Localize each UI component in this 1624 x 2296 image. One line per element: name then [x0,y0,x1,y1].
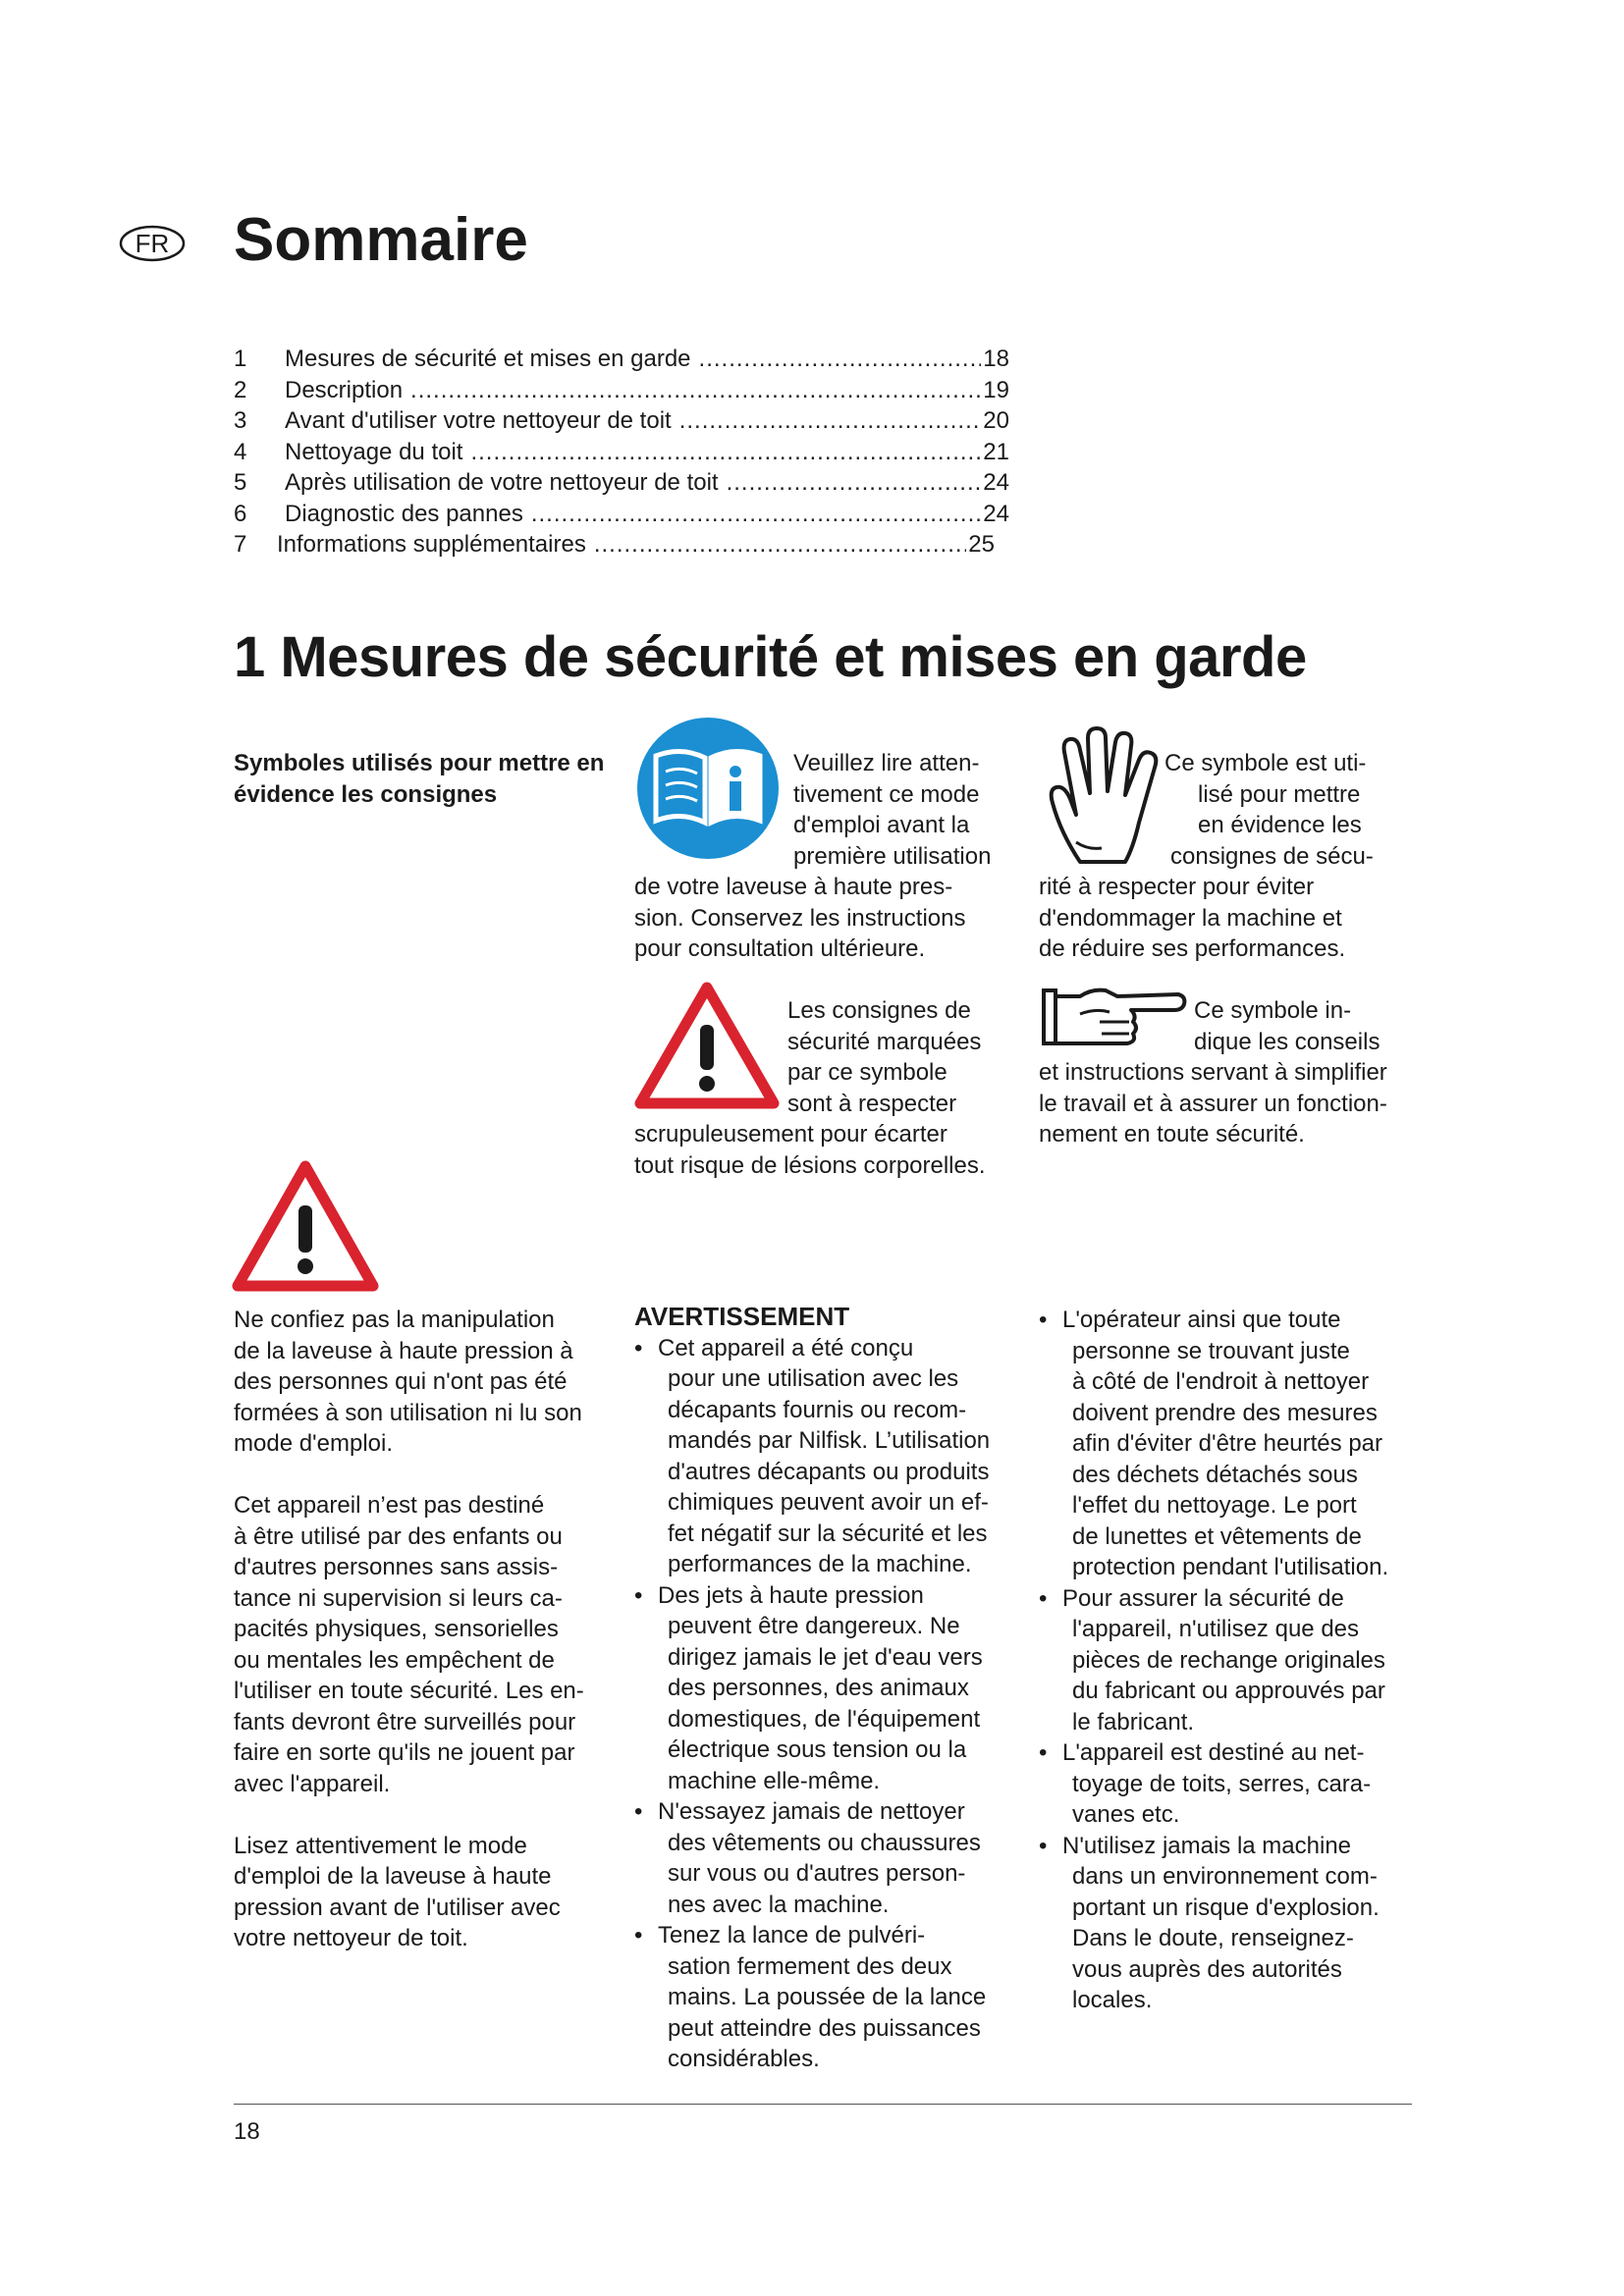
hand-text-below [1039,872,1345,965]
toc-number: 4 [234,438,247,465]
table-of-contents [234,344,1009,561]
toc-page: 24 [983,469,1009,496]
text-line: nes avec la machine. [668,1891,890,1918]
middle-column [634,1302,1027,2075]
text-line: le fabricant. [1072,1708,1195,1735]
pointer-text-beside [1194,995,1380,1057]
bullet-item [1039,1305,1432,1583]
text-line: afin d'éviter d'être heurtés par [1072,1430,1383,1457]
text-line: consignes de sécu- [1170,842,1374,870]
text-line: vanes etc. [1072,1801,1180,1828]
toc-leader-dots [727,467,982,499]
toc-number: 7 [234,531,247,558]
right-column [1039,1305,1432,2016]
info-text-below [634,872,965,965]
toc-page: 19 [983,376,1009,403]
toc-leader-dots [594,529,966,561]
text-line: mode d'emploi. [234,1430,393,1457]
text-line: fants devront être surveillés pour [234,1708,576,1735]
text-line: en évidence les [1198,812,1362,838]
text-line: pour consultation ultérieure. [634,935,926,962]
text-line: scrupuleusement pour écarter [634,1121,947,1148]
warning-text-beside [787,995,981,1119]
text-line: de votre laveuse à haute pres- [634,874,953,900]
text-line: du fabricant ou approuvés par [1072,1678,1385,1704]
text-line: sation fermement des deux [668,1952,952,1980]
text-line: d'autres décapants ou produits [668,1458,990,1485]
toc-leader-dots [679,405,982,437]
toc-number: 2 [234,376,247,403]
text-line: et instructions servant à simplifier [1039,1059,1387,1086]
text-line: rité à respecter pour éviter [1039,874,1315,900]
text-line: Lisez attentivement le mode [234,1832,527,1859]
toc-number: 6 [234,500,247,527]
text-line: considérables. [668,2046,820,2072]
page-title: Sommaire [234,206,528,274]
text-line: peut atteindre des puissances [668,2014,981,2042]
text-line: • L'appareil est destiné au net- [1062,1739,1365,1766]
hand-text-beside [1164,748,1374,872]
text-line: • Pour assurer la sécurité de [1062,1584,1344,1612]
text-line: par ce symbole [787,1059,947,1086]
lang-badge-text: FR [135,229,170,258]
text-line: tance ni supervision si leurs ca- [234,1584,563,1612]
text-line: de lunettes et vêtements de [1072,1522,1362,1550]
text-line: lisé pour mettre [1198,780,1361,808]
text-line: • L'opérateur ainsi que toute [1062,1307,1341,1333]
text-line: • Tenez la lance de pulvéri- [658,1922,926,1949]
text-line: chimiques peuvent avoir un ef- [668,1489,989,1516]
text-line: des vêtements ou chaussures [668,1829,981,1856]
text-line: dans un environnement com- [1072,1863,1378,1890]
info-text-beside [793,748,991,872]
toc-number: 5 [234,469,247,496]
text-line: ou mentales les empêchent de [234,1646,555,1674]
text-line: personne se trouvant juste [1072,1337,1350,1364]
text-line: machine elle-même. [668,1767,881,1794]
text-line: doivent prendre des mesures [1072,1399,1378,1426]
right-bullet-list [1039,1305,1432,2016]
toc-number: 1 [234,346,247,372]
toc-entry[interactable] [234,405,1009,437]
text-line: à côté de l'endroit à nettoyer [1072,1368,1370,1395]
text-line: pression avant de l'utiliser avec [234,1894,561,1921]
text-line: Dans le doute, renseignez- [1072,1925,1354,1951]
info-manual-icon [636,717,780,860]
text-line: dique les conseils [1194,1028,1380,1055]
text-line: Ce symbole in- [1194,997,1352,1024]
fr-badge-icon [118,224,187,263]
text-line: Ce symbole est uti- [1164,750,1367,776]
toc-entry[interactable] [234,375,1009,406]
toc-label: Diagnostic des pannes [285,500,523,527]
text-line: d'endommager la machine et [1039,904,1342,932]
toc-label: Après utilisation de votre nettoyeur de toit [285,469,719,496]
text-line: domestiques, de l'équipement [668,1705,981,1733]
text-line: nement en toute sécurité. [1039,1121,1305,1148]
text-line: • N'utilisez jamais la machine [1062,1832,1352,1859]
warning-triangle-icon [634,982,780,1109]
text-line: Ne confiez pas la manipulation [234,1307,555,1333]
text-line: d'emploi de la laveuse à haute [234,1863,552,1890]
toc-label: Description [285,376,404,403]
warning-triangle-large-icon [232,1160,379,1292]
toc-leader-dots [699,344,982,375]
pointer-text-below [1039,1057,1387,1150]
text-line: des personnes, des animaux [668,1675,969,1701]
text-line: à être utilisé par des enfants ou [234,1522,563,1550]
text-line: tivement ce mode [793,780,980,808]
text-line: pour une utilisation avec les [668,1365,959,1392]
toc-page: 25 [968,531,995,558]
toc-page: 18 [983,346,1009,372]
text-line: l'effet du nettoyage. Le port [1072,1492,1357,1519]
text-line: Cet appareil n’est pas destiné [234,1492,545,1519]
text-line: d'emploi avant la [793,812,970,838]
text-line: avec l'appareil. [234,1770,391,1797]
text-line: peuvent être dangereux. Ne [668,1613,960,1639]
text-line: mains. La poussée de la lance [668,1984,987,2010]
text-line: l'utiliser en toute sécurité. Les en- [234,1678,584,1704]
bullet-item [634,1796,1027,1920]
toc-number: 3 [234,407,247,434]
toc-leader-dots [531,499,981,530]
toc-page: 20 [983,407,1009,434]
text-line: portant un risque d'explosion. [1072,1894,1380,1921]
warning-bullet-list [634,1333,1027,2075]
text-line: sur vous ou d'autres person- [668,1860,966,1887]
text-line: protection pendant l'utilisation. [1072,1554,1389,1580]
text-line: de réduire ses performances. [1039,935,1346,962]
toc-entry[interactable] [234,499,1009,530]
text-line: d'autres personnes sans assis- [234,1554,559,1580]
text-line: locales. [1072,1987,1153,2013]
symbols-heading: Symboles utilisés pour mettre en évidence les consignes [234,750,605,808]
toc-leader-dots [470,437,981,468]
toc-label: Nettoyage du toit [285,438,463,465]
text-line: décapants fournis ou recom- [668,1396,967,1423]
text-line: des personnes qui n'ont pas été [234,1368,568,1395]
bullet-item [1039,1737,1432,1831]
toc-entry[interactable] [234,437,1009,468]
bullet-item [634,1580,1027,1797]
paragraph [234,1305,617,1460]
text-line: Les consignes de [787,997,971,1024]
bullet-item [634,1920,1027,2075]
text-line: vous auprès des autorités [1072,1955,1342,1983]
text-line: des déchets détachés sous [1072,1461,1358,1488]
text-line: tout risque de lésions corporelles. [634,1151,986,1179]
text-line: faire en sorte qu'ils ne jouent par [234,1739,575,1766]
toc-label: Informations supplémentaires [277,531,586,558]
toc-entry[interactable] [234,467,1009,499]
bullet-item [1039,1831,1432,2016]
text-line: première utilisation [793,842,992,870]
toc-label: Avant d'utiliser votre nettoyeur de toit [285,407,672,434]
text-line: l'appareil, n'utilisez que des [1072,1616,1360,1642]
hand-stop-icon [1043,724,1168,872]
text-line: performances de la machine. [668,1551,972,1577]
toc-entry[interactable] [234,529,995,561]
text-line: sécurité marquées [787,1028,982,1055]
text-line: électrique sous tension ou la [668,1736,967,1763]
toc-page: 21 [983,438,1009,465]
text-line: • N'essayez jamais de nettoyer [658,1798,965,1825]
toc-label: Mesures de sécurité et mises en garde [285,346,691,372]
bullet-item [634,1333,1027,1580]
text-line: mandés par Nilfisk. L’utilisation [668,1427,991,1454]
toc-entry[interactable] [234,344,1009,375]
paragraph [234,1831,617,1954]
text-line: le travail et à assurer un fonction- [1039,1090,1387,1117]
text-line: Veuillez lire atten- [793,750,980,776]
text-line: dirigez jamais le jet d'eau vers [668,1643,983,1671]
text-line: pacités physiques, sensorielles [234,1616,559,1642]
text-line: sont à respecter [787,1090,957,1117]
section-heading: 1 Mesures de sécurité et mises en garde [234,625,1307,689]
text-line: • Cet appareil a été conçu [658,1334,914,1362]
text-line: • Des jets à haute pression [658,1581,924,1609]
text-line: fet négatif sur la sécurité et les [668,1520,988,1547]
left-column [234,1305,617,1985]
warning-title: AVERTISSEMENT [634,1302,850,1331]
paragraph [234,1490,617,1799]
footer-divider [234,2104,1412,2105]
text-line: toyage de toits, serres, cara- [1072,1770,1372,1797]
text-line: sion. Conservez les instructions [634,904,966,932]
text-line: formées à son utilisation ni lu son [234,1399,582,1426]
text-line: de la laveuse à haute pression à [234,1337,573,1364]
toc-leader-dots [410,375,981,406]
text-line: votre nettoyeur de toit. [234,1925,468,1951]
toc-page: 24 [983,500,1009,527]
bullet-item [1039,1583,1432,1738]
page-number: 18 [234,2118,260,2145]
pointing-hand-icon [1041,985,1188,1049]
text-line: pièces de rechange originales [1072,1646,1385,1674]
warning-text-below [634,1119,986,1181]
language-badge [118,224,187,263]
